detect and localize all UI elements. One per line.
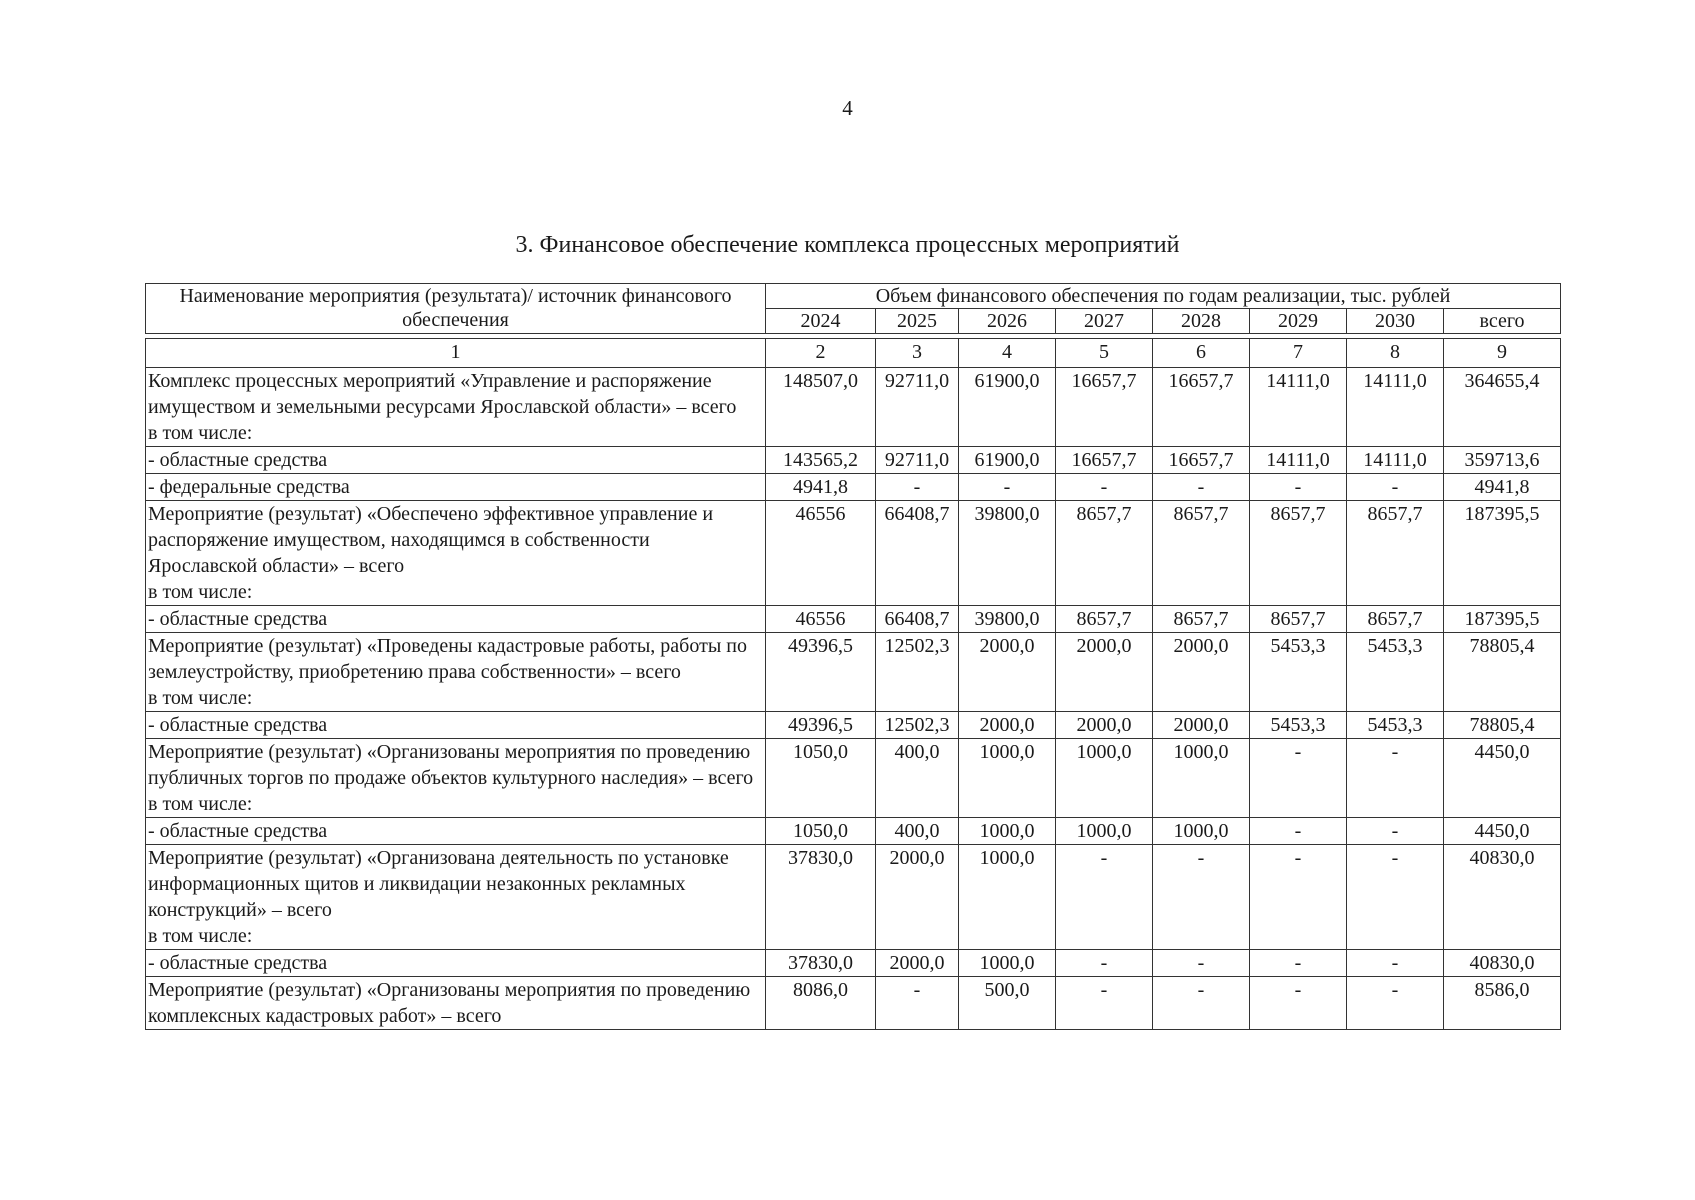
column-number: 8 [1347, 339, 1444, 368]
row-name: Мероприятие (результат) «Организована деятельность по установке информационных щитов и ликвидации незаконных рекламных конструкций» – всего [148, 847, 729, 921]
table-row [146, 712, 1561, 739]
row-name: - областные средства [148, 952, 328, 974]
value-cell: 187395,5 [1444, 501, 1561, 606]
table-row [146, 368, 1561, 447]
column-number: 4 [959, 339, 1056, 368]
value-cell: 8657,7 [1250, 606, 1347, 633]
value-cell: 5453,3 [1347, 633, 1444, 712]
table-row [146, 950, 1561, 977]
row-subtitle: в том числе: [148, 925, 253, 947]
year-2025: 2025 [876, 309, 959, 334]
value-cell: 40830,0 [1444, 845, 1561, 950]
value-cell: 16657,7 [1153, 368, 1250, 447]
column-number: 1 [146, 339, 766, 368]
row-subtitle: в том числе: [148, 422, 253, 444]
column-number: 7 [1250, 339, 1347, 368]
value-cell: 46556 [766, 501, 876, 606]
value-cell: 2000,0 [1056, 712, 1153, 739]
value-cell: 1050,0 [766, 818, 876, 845]
financing-table [145, 283, 1561, 1030]
value-cell: 4941,8 [1444, 474, 1561, 501]
value-cell: 400,0 [876, 739, 959, 818]
value-cell: 1000,0 [959, 818, 1056, 845]
value-cell: - [1250, 818, 1347, 845]
value-cell: - [1250, 950, 1347, 977]
value-cell: - [1153, 977, 1250, 1030]
value-cell: 66408,7 [876, 501, 959, 606]
table-row [146, 845, 1561, 950]
value-cell: 400,0 [876, 818, 959, 845]
value-cell: 8657,7 [1250, 501, 1347, 606]
year-2026: 2026 [959, 309, 1056, 334]
page-number: 4 [842, 96, 853, 120]
year-2029: 2029 [1250, 309, 1347, 334]
value-cell: 1000,0 [1056, 739, 1153, 818]
value-cell: 5453,3 [1347, 712, 1444, 739]
value-cell: 5453,3 [1250, 633, 1347, 712]
value-cell: - [876, 977, 959, 1030]
value-cell: - [1153, 845, 1250, 950]
table-row [146, 501, 1561, 606]
value-cell: 16657,7 [1056, 368, 1153, 447]
value-cell: - [1347, 977, 1444, 1030]
column-number: 2 [766, 339, 876, 368]
value-cell: 12502,3 [876, 712, 959, 739]
value-cell: 187395,5 [1444, 606, 1561, 633]
table-row [146, 977, 1561, 1030]
value-cell: 2000,0 [959, 633, 1056, 712]
value-cell: - [1153, 474, 1250, 501]
value-cell: 8086,0 [766, 977, 876, 1030]
row-name: Мероприятие (результат) «Организованы мероприятия по проведению публичных торгов по продаже объектов культурного наследия» – всего [148, 741, 754, 789]
year-2027: 2027 [1056, 309, 1153, 334]
value-cell: 14111,0 [1250, 447, 1347, 474]
year-2030: 2030 [1347, 309, 1444, 334]
value-cell: 14111,0 [1347, 368, 1444, 447]
value-cell: 2000,0 [876, 950, 959, 977]
table-row [146, 474, 1561, 501]
value-cell: 364655,4 [1444, 368, 1561, 447]
value-cell: 46556 [766, 606, 876, 633]
row-name-cell [146, 447, 766, 474]
value-cell: 2000,0 [959, 712, 1056, 739]
value-cell: 2000,0 [876, 845, 959, 950]
row-name-cell [146, 501, 766, 606]
section-title: 3. Финансовое обеспечение комплекса процессных мероприятий [515, 232, 1180, 258]
value-cell: 8657,7 [1153, 501, 1250, 606]
value-cell: 1000,0 [1153, 739, 1250, 818]
value-cell: 12502,3 [876, 633, 959, 712]
value-cell: 14111,0 [1347, 447, 1444, 474]
value-cell: 8657,7 [1153, 606, 1250, 633]
value-cell: - [1250, 474, 1347, 501]
row-name: - областные средства [148, 820, 328, 842]
value-cell: 500,0 [959, 977, 1056, 1030]
row-subtitle: в том числе: [148, 793, 253, 815]
column-numbers-row [146, 339, 1561, 368]
value-cell: - [1347, 818, 1444, 845]
value-cell: 5453,3 [1250, 712, 1347, 739]
row-subtitle: в том числе: [148, 581, 253, 603]
value-cell: 148507,0 [766, 368, 876, 447]
value-cell: 8657,7 [1056, 606, 1153, 633]
value-cell: 2000,0 [1056, 633, 1153, 712]
value-cell: 4450,0 [1444, 739, 1561, 818]
value-cell: 1000,0 [959, 950, 1056, 977]
value-cell: 37830,0 [766, 845, 876, 950]
value-cell: - [1056, 474, 1153, 501]
value-cell: - [1250, 739, 1347, 818]
row-name-cell [146, 818, 766, 845]
value-cell: - [1347, 739, 1444, 818]
header-volume-cell: Объем финансового обеспечения по годам реализации, тыс. рублей [766, 284, 1561, 309]
column-number: 3 [876, 339, 959, 368]
value-cell: - [1347, 950, 1444, 977]
table-row [146, 818, 1561, 845]
row-name: Мероприятие (результат) «Обеспечено эффективное управление и распоряжение имуществом, находящимся в собственности Ярославской области» – всего [148, 503, 714, 577]
row-name-cell [146, 712, 766, 739]
value-cell: 1000,0 [959, 845, 1056, 950]
table-row [146, 447, 1561, 474]
row-name-cell [146, 950, 766, 977]
column-number: 5 [1056, 339, 1153, 368]
value-cell: 92711,0 [876, 368, 959, 447]
row-name-cell [146, 739, 766, 818]
value-cell: 1000,0 [1056, 818, 1153, 845]
value-cell: 2000,0 [1153, 712, 1250, 739]
row-name-cell [146, 977, 766, 1030]
row-name: Мероприятие (результат) «Организованы мероприятия по проведению комплексных кадастровых работ» – всего [148, 979, 751, 1027]
row-name-cell [146, 633, 766, 712]
value-cell: 16657,7 [1153, 447, 1250, 474]
row-name-cell [146, 845, 766, 950]
row-name-cell [146, 474, 766, 501]
value-cell: 78805,4 [1444, 712, 1561, 739]
value-cell: 8657,7 [1347, 606, 1444, 633]
row-name: - областные средства [148, 449, 328, 471]
value-cell: - [1153, 950, 1250, 977]
value-cell: 49396,5 [766, 633, 876, 712]
value-cell: 78805,4 [1444, 633, 1561, 712]
value-cell: - [876, 474, 959, 501]
row-name: - областные средства [148, 608, 328, 630]
value-cell: 4450,0 [1444, 818, 1561, 845]
value-cell: 66408,7 [876, 606, 959, 633]
row-name: Мероприятие (результат) «Проведены кадастровые работы, работы по землеустройству, приобретению права собственности» – всего [148, 635, 747, 683]
value-cell: 39800,0 [959, 606, 1056, 633]
value-cell: - [1056, 845, 1153, 950]
row-name-cell [146, 368, 766, 447]
row-subtitle: в том числе: [148, 687, 253, 709]
year-2024: 2024 [766, 309, 876, 334]
value-cell: - [1056, 950, 1153, 977]
row-name: Комплекс процессных мероприятий «Управление и распоряжение имуществом и земельными ресурсами Ярославской области» – всего [148, 370, 737, 418]
value-cell: - [1250, 977, 1347, 1030]
value-cell: 49396,5 [766, 712, 876, 739]
value-cell: - [1056, 977, 1153, 1030]
value-cell: 39800,0 [959, 501, 1056, 606]
value-cell: 1050,0 [766, 739, 876, 818]
row-name: - федеральные средства [148, 476, 350, 498]
column-number: 6 [1153, 339, 1250, 368]
value-cell: - [1347, 474, 1444, 501]
value-cell: 2000,0 [1153, 633, 1250, 712]
year-total: всего [1444, 309, 1561, 334]
value-cell: 4941,8 [766, 474, 876, 501]
row-name-cell [146, 606, 766, 633]
value-cell: 8657,7 [1056, 501, 1153, 606]
value-cell: 40830,0 [1444, 950, 1561, 977]
value-cell: 1000,0 [959, 739, 1056, 818]
value-cell: - [1347, 845, 1444, 950]
table-row [146, 606, 1561, 633]
value-cell: 37830,0 [766, 950, 876, 977]
column-number: 9 [1444, 339, 1561, 368]
value-cell: 359713,6 [1444, 447, 1561, 474]
value-cell: 16657,7 [1056, 447, 1153, 474]
value-cell: 143565,2 [766, 447, 876, 474]
row-name: - областные средства [148, 714, 328, 736]
year-2028: 2028 [1153, 309, 1250, 334]
value-cell: 8657,7 [1347, 501, 1444, 606]
value-cell: 61900,0 [959, 447, 1056, 474]
value-cell: - [1250, 845, 1347, 950]
table-row [146, 739, 1561, 818]
value-cell: 61900,0 [959, 368, 1056, 447]
value-cell: - [959, 474, 1056, 501]
table-row [146, 633, 1561, 712]
value-cell: 92711,0 [876, 447, 959, 474]
header-name-cell: Наименование мероприятия (результата)/ источник финансового обеспечения [146, 284, 766, 334]
value-cell: 14111,0 [1250, 368, 1347, 447]
value-cell: 8586,0 [1444, 977, 1561, 1030]
value-cell: 1000,0 [1153, 818, 1250, 845]
